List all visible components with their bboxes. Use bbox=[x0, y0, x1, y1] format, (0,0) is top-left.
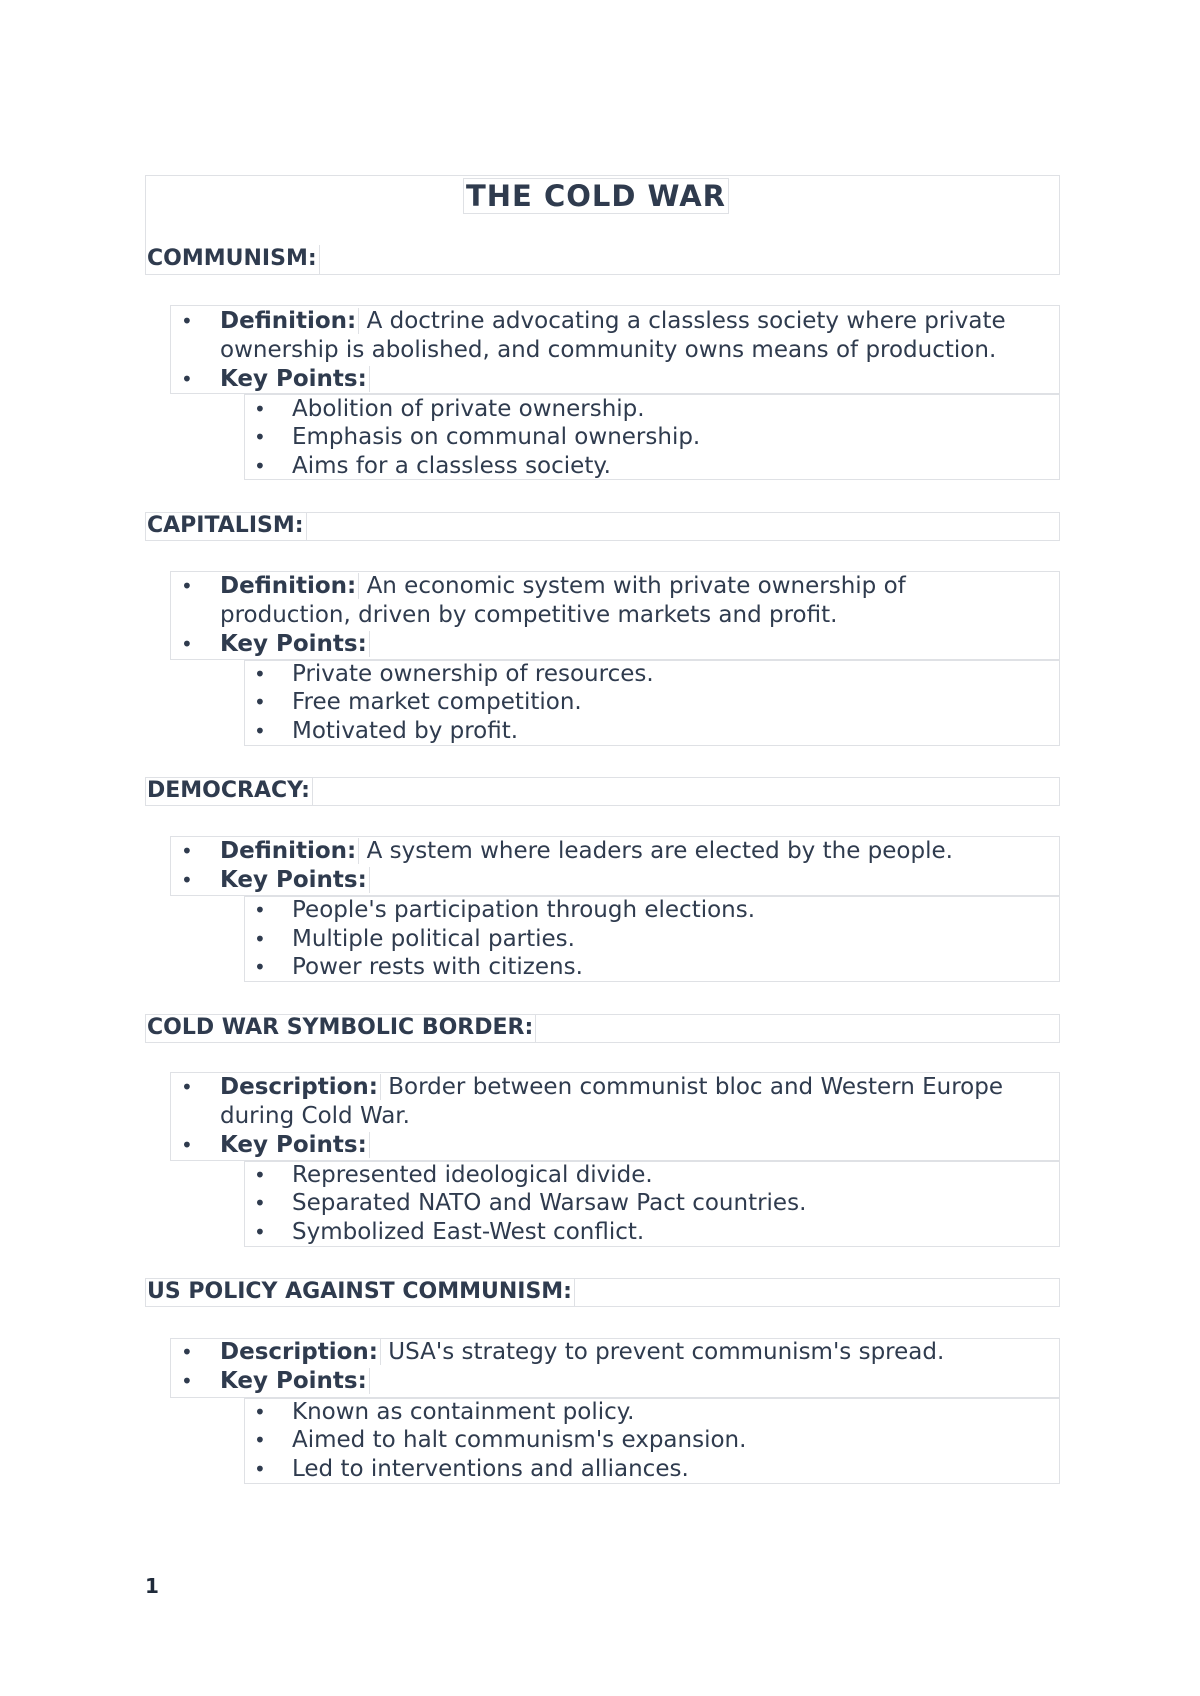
list-item: Aimed to halt communism's expansion. bbox=[292, 1427, 747, 1453]
list-item: Multiple political parties. bbox=[292, 926, 575, 952]
list-item: Power rests with citizens. bbox=[292, 954, 583, 980]
description-label: Description: bbox=[220, 1339, 381, 1365]
section-heading: COMMUNISM: bbox=[145, 245, 320, 274]
key-points-label: Key Points: bbox=[220, 1132, 370, 1158]
definition-label: Definition: bbox=[220, 573, 359, 599]
definition-line bbox=[220, 307, 1006, 336]
list-item: Motivated by profit. bbox=[292, 718, 519, 744]
key-points-line bbox=[220, 365, 370, 394]
bullet-icon: • bbox=[254, 1163, 266, 1187]
bullet-icon: • bbox=[254, 1191, 266, 1215]
bullet-icon: • bbox=[254, 1400, 266, 1424]
definition-line bbox=[220, 1073, 1003, 1102]
section-heading: CAPITALISM: bbox=[145, 512, 307, 541]
list-item: People's participation through elections. bbox=[292, 897, 756, 923]
bullet-icon: • bbox=[254, 898, 266, 922]
key-points-label: Key Points: bbox=[220, 366, 370, 392]
bullet-icon: • bbox=[181, 574, 193, 598]
list-item: Separated NATO and Warsaw Pact countries. bbox=[292, 1190, 807, 1216]
bullet-icon: • bbox=[254, 690, 266, 714]
definition-text-cont: ownership is abolished, and community owns means of production. bbox=[220, 337, 997, 363]
bullet-icon: • bbox=[254, 955, 266, 979]
definition-line bbox=[220, 837, 953, 866]
bullet-icon: • bbox=[181, 367, 193, 391]
definition-text-cont: production, driven by competitive markets and profit. bbox=[220, 602, 838, 628]
definition-text-cont: during Cold War. bbox=[220, 1103, 410, 1129]
definition-line bbox=[220, 572, 906, 601]
list-item: Private ownership of resources. bbox=[292, 661, 654, 687]
definition-text: A doctrine advocating a classless society where private bbox=[366, 308, 1006, 334]
bullet-icon: • bbox=[181, 1340, 193, 1364]
bullet-icon: • bbox=[254, 1428, 266, 1452]
bullet-icon: • bbox=[181, 1133, 193, 1157]
bullet-icon: • bbox=[254, 1220, 266, 1244]
section-heading: DEMOCRACY: bbox=[145, 777, 313, 806]
list-item: Led to interventions and alliances. bbox=[292, 1456, 689, 1482]
bullet-icon: • bbox=[254, 719, 266, 743]
list-item: Free market competition. bbox=[292, 689, 582, 715]
bullet-icon: • bbox=[181, 309, 193, 333]
key-points-line bbox=[220, 866, 370, 895]
bullet-icon: • bbox=[254, 425, 266, 449]
bullet-icon: • bbox=[254, 397, 266, 421]
key-points-label: Key Points: bbox=[220, 1368, 370, 1394]
list-item: Abolition of private ownership. bbox=[292, 396, 645, 422]
list-item: Aims for a classless society. bbox=[292, 453, 611, 479]
key-points-line bbox=[220, 1367, 370, 1396]
list-item: Symbolized East-West conflict. bbox=[292, 1219, 645, 1245]
list-item: Known as containment policy. bbox=[292, 1399, 635, 1425]
key-points-label: Key Points: bbox=[220, 631, 370, 657]
bullet-icon: • bbox=[181, 1075, 193, 1099]
bullet-icon: • bbox=[181, 868, 193, 892]
bullet-icon: • bbox=[181, 839, 193, 863]
bullet-icon: • bbox=[254, 662, 266, 686]
bullet-icon: • bbox=[254, 927, 266, 951]
bullet-icon: • bbox=[181, 632, 193, 656]
definition-text: An economic system with private ownership of bbox=[366, 573, 906, 599]
key-points-label: Key Points: bbox=[220, 867, 370, 893]
key-points-line bbox=[220, 630, 370, 659]
document-title: THE COLD WAR bbox=[463, 178, 729, 214]
key-points-line bbox=[220, 1131, 370, 1160]
bullet-icon: • bbox=[254, 1457, 266, 1481]
description-label: Description: bbox=[220, 1074, 381, 1100]
definition-text: A system where leaders are elected by the people. bbox=[366, 838, 953, 864]
bullet-icon: • bbox=[181, 1369, 193, 1393]
definition-text: Border between communist bloc and Western Europe bbox=[388, 1074, 1003, 1100]
definition-line bbox=[220, 1338, 944, 1367]
bullet-icon: • bbox=[254, 454, 266, 478]
page-number: 1 bbox=[145, 1574, 159, 1598]
section-heading: COLD WAR SYMBOLIC BORDER: bbox=[145, 1014, 536, 1043]
definition-text: USA's strategy to prevent communism's spread. bbox=[388, 1339, 945, 1365]
definition-label: Definition: bbox=[220, 308, 359, 334]
section-heading: US POLICY AGAINST COMMUNISM: bbox=[145, 1278, 575, 1307]
list-item: Emphasis on communal ownership. bbox=[292, 424, 701, 450]
list-item: Represented ideological divide. bbox=[292, 1162, 653, 1188]
definition-label: Definition: bbox=[220, 838, 359, 864]
